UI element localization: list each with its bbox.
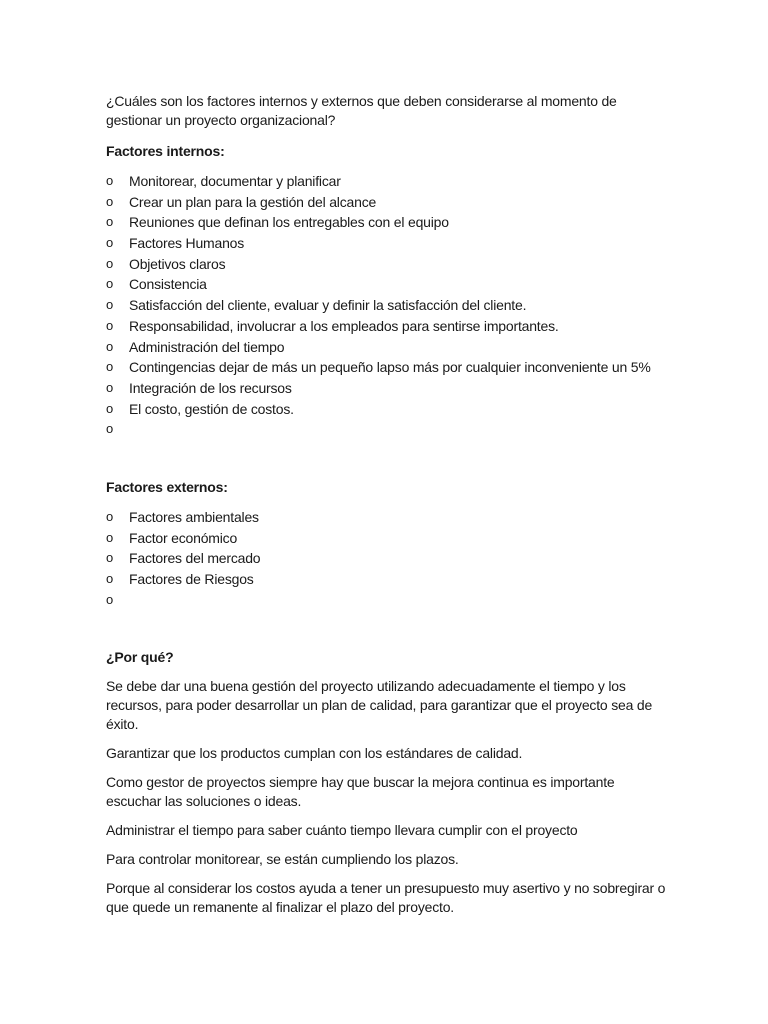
bullet-marker: o	[106, 400, 114, 416]
bullet-marker: o	[106, 173, 114, 188]
list-item-text: Crear un plan para la gestión del alcance	[129, 193, 377, 210]
list-item	[106, 357, 666, 378]
bullet-marker: o	[106, 379, 114, 395]
list-item-text: Responsabilidad, involucrar a los empleados para sentirse importantes.	[129, 317, 559, 334]
bullet-marker: o	[106, 297, 114, 313]
list-item	[106, 378, 666, 399]
list-item-text: Consistencia	[129, 276, 207, 293]
list-item	[106, 254, 666, 275]
bullet-marker: o	[106, 508, 114, 524]
why-heading: ¿Por qué?	[106, 649, 174, 666]
list-item	[106, 233, 666, 254]
bullet-marker: o	[106, 359, 114, 375]
question-text: ¿Cuáles son los factores internos y externos que deben considerarse al momento de gestionar un proyecto organizacional?	[106, 93, 617, 128]
bullet-marker: o	[106, 421, 114, 437]
list-item-text: Satisfacción del cliente, evaluar y definir la satisfacción del cliente.	[129, 297, 527, 314]
bullet-marker: o	[106, 193, 114, 209]
list-item-text: Integración de los recursos	[129, 379, 292, 396]
document-content	[106, 92, 666, 927]
list-item	[106, 569, 666, 590]
list-item	[106, 528, 666, 549]
list-item	[106, 590, 666, 611]
bullet-marker: o	[106, 317, 114, 333]
bullet-marker: o	[106, 550, 114, 566]
list-item	[106, 507, 666, 528]
list-item-text: Administración del tiempo	[129, 338, 285, 355]
list-item-text: Monitorear, documentar y planificar	[129, 173, 341, 189]
list-item-text: Objetivos claros	[129, 255, 226, 272]
internal-factors-list	[106, 171, 666, 440]
list-item	[106, 171, 666, 192]
bullet-marker: o	[106, 529, 114, 545]
list-item	[106, 548, 666, 569]
bullet-marker: o	[106, 338, 114, 354]
list-item	[106, 295, 666, 316]
why-paragraph: Para controlar monitorear, se están cumpliendo los plazos.	[106, 851, 459, 868]
why-paragraph: Garantizar que los productos cumplan con los estándares de calidad.	[106, 745, 523, 762]
why-paragraph: Se debe dar una buena gestión del proyecto utilizando adecuadamente el tiempo y los recursos, para poder desarrollar un plan de calidad, para garantizar que el proyecto sea de éxito.	[106, 678, 653, 733]
list-item	[106, 399, 666, 420]
internal-factors-heading: Factores internos:	[106, 143, 225, 159]
list-item-text: Factores de Riesgos	[129, 571, 254, 587]
list-item	[106, 419, 666, 440]
list-item-text: Contingencias dejar de más un pequeño lapso más por cualquier inconveniente un 5%	[129, 359, 651, 376]
why-paragraph: Administrar el tiempo para saber cuánto tiempo llevara cumplir con el proyecto	[106, 822, 578, 839]
list-item	[106, 212, 666, 233]
why-paragraph: Como gestor de proyectos siempre hay que buscar la mejora continua es importante escuchar las soluciones o ideas.	[106, 774, 615, 810]
bullet-marker: o	[106, 591, 114, 607]
bullet-marker: o	[106, 276, 114, 292]
list-item-text: Factor económico	[129, 529, 238, 546]
list-item-text: Factores del mercado	[129, 550, 261, 567]
external-factors-list	[106, 507, 666, 610]
list-item-text: Factores Humanos	[129, 235, 245, 252]
list-item-text: Factores ambientales	[129, 508, 259, 525]
list-item-text: Reuniones que definan los entregables con el equipo	[129, 214, 449, 231]
list-item	[106, 192, 666, 213]
list-item	[106, 274, 666, 295]
list-item	[106, 316, 666, 337]
bullet-marker: o	[106, 255, 114, 271]
bullet-marker: o	[106, 214, 114, 230]
list-item-text: El costo, gestión de costos.	[129, 400, 294, 417]
bullet-marker: o	[106, 571, 114, 586]
list-item	[106, 337, 666, 358]
external-factors-heading: Factores externos:	[106, 478, 228, 495]
bullet-marker: o	[106, 235, 114, 251]
why-paragraph: Porque al considerar los costos ayuda a tener un presupuesto muy asertivo y no sobregirar o que quede un remanente al finalizar el plazo del proyecto.	[106, 880, 666, 916]
